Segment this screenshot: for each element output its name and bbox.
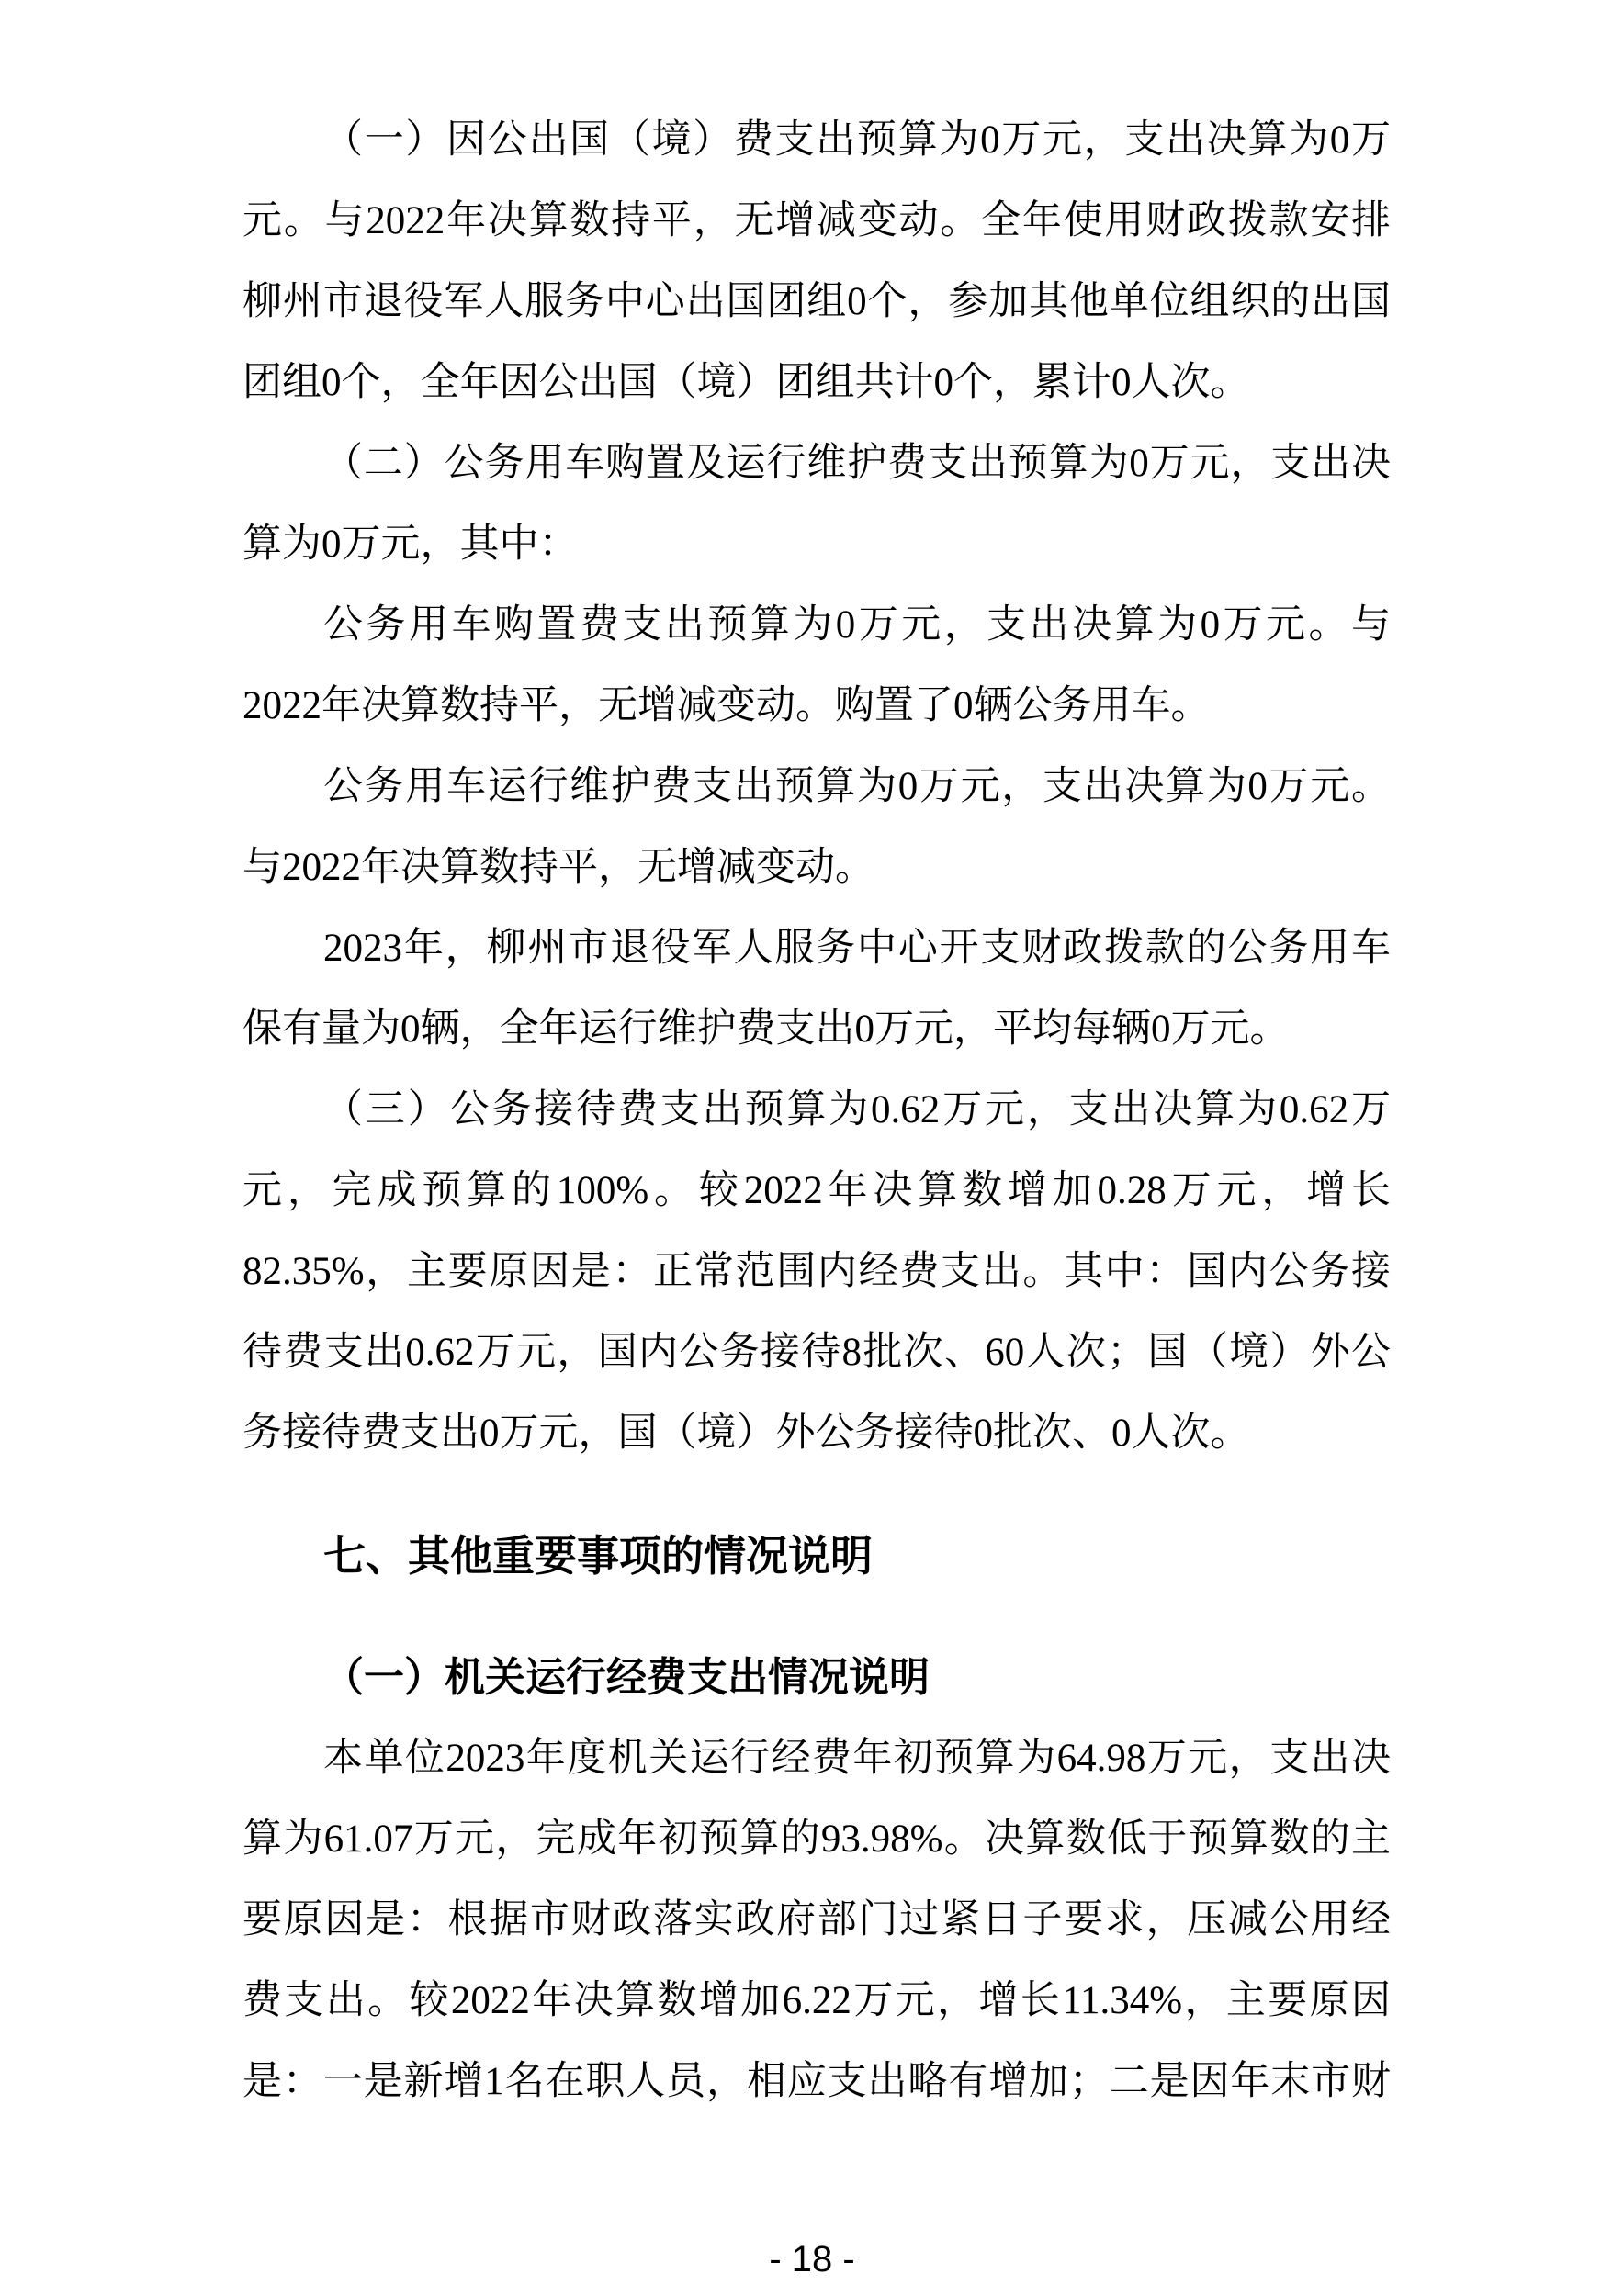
text-line: 务接待费支出0万元，国（境）外公务接待0批次、0人次。 [242, 1412, 1250, 1455]
text-line: 2022年决算数持平，无增减变动。购置了0辆公务用车。 [242, 684, 1211, 727]
text-line: 算为0万元，其中： [242, 523, 579, 566]
paragraph-vehicle-maintenance-expense [242, 747, 1391, 908]
paragraph-overseas-travel-expense [242, 100, 1391, 423]
text-line: 本单位2023年度机关运行经费年初预算为64.98万元，支出决 [323, 1737, 1391, 1780]
paragraph-vehicle-purchase-expense [242, 585, 1391, 747]
text-line: 保有量为0辆，全年运行维护费支出0万元，平均每辆0万元。 [242, 1007, 1290, 1051]
text-line: 82.35%，主要原因是：正常范围内经费支出。其中：国内公务接 [242, 1250, 1391, 1293]
text-line: 是：一是新增1名在职人员，相应支出略有增加；二是因年末市财 [242, 2060, 1391, 2103]
text-line: 元，完成预算的100%。较2022年决算数增加0.28万元，增长 [242, 1169, 1391, 1212]
text-line: 要原因是：根据市财政落实政府部门过紧日子要求，压减公用经 [242, 1898, 1391, 1941]
text-line: （二）公务用车购置及运行维护费支出预算为0万元，支出决 [323, 442, 1391, 485]
paragraph-agency-operating-expense [242, 1718, 1391, 2122]
text-line: 团组0个，全年因公出国（境）团组共计0个，累计0人次。 [242, 361, 1250, 404]
paragraph-vehicle-holdings [242, 908, 1391, 1070]
text-line: 费支出。较2022年决算数增加6.22万元，增长11.34%，主要原因 [242, 1979, 1391, 2022]
section-heading: 七、其他重要事项的情况说明 [323, 1531, 873, 1581]
text-line: （三）公务接待费支出预算为0.62万元，支出决算为0.62万 [323, 1088, 1391, 1131]
text-line: 2023年，柳州市退役军人服务中心开支财政拨款的公务用车 [323, 927, 1391, 970]
text-line: 公务用车购置费支出预算为0万元，支出决算为0万元。与 [323, 603, 1391, 647]
text-line: 待费支出0.62万元，国内公务接待8批次、60人次；国（境）外公 [242, 1331, 1391, 1374]
paragraph-official-reception-expense [242, 1070, 1391, 1474]
text-line: 柳州市退役军人服务中心出国团组0个，参加其他单位组织的出国 [242, 280, 1391, 323]
paragraph-official-vehicle-expense [242, 423, 1391, 585]
text-line: 算为61.07万元，完成年初预算的93.98%。决算数低于预算数的主 [242, 1818, 1391, 1861]
text-line: 元。与2022年决算数持平，无增减变动。全年使用财政拨款安排 [242, 199, 1391, 242]
text-line: 与2022年决算数持平，无增减变动。 [242, 846, 874, 889]
text-line: （一）因公出国（境）费支出预算为0万元，支出决算为0万 [323, 118, 1391, 162]
subsection-heading: （一）机关运行经费支出情况说明 [323, 1655, 930, 1700]
text-line: 公务用车运行维护费支出预算为0万元，支出决算为0万元。 [323, 765, 1391, 808]
document-body [242, 100, 1391, 2122]
page-number: - 18 - [769, 2239, 855, 2279]
